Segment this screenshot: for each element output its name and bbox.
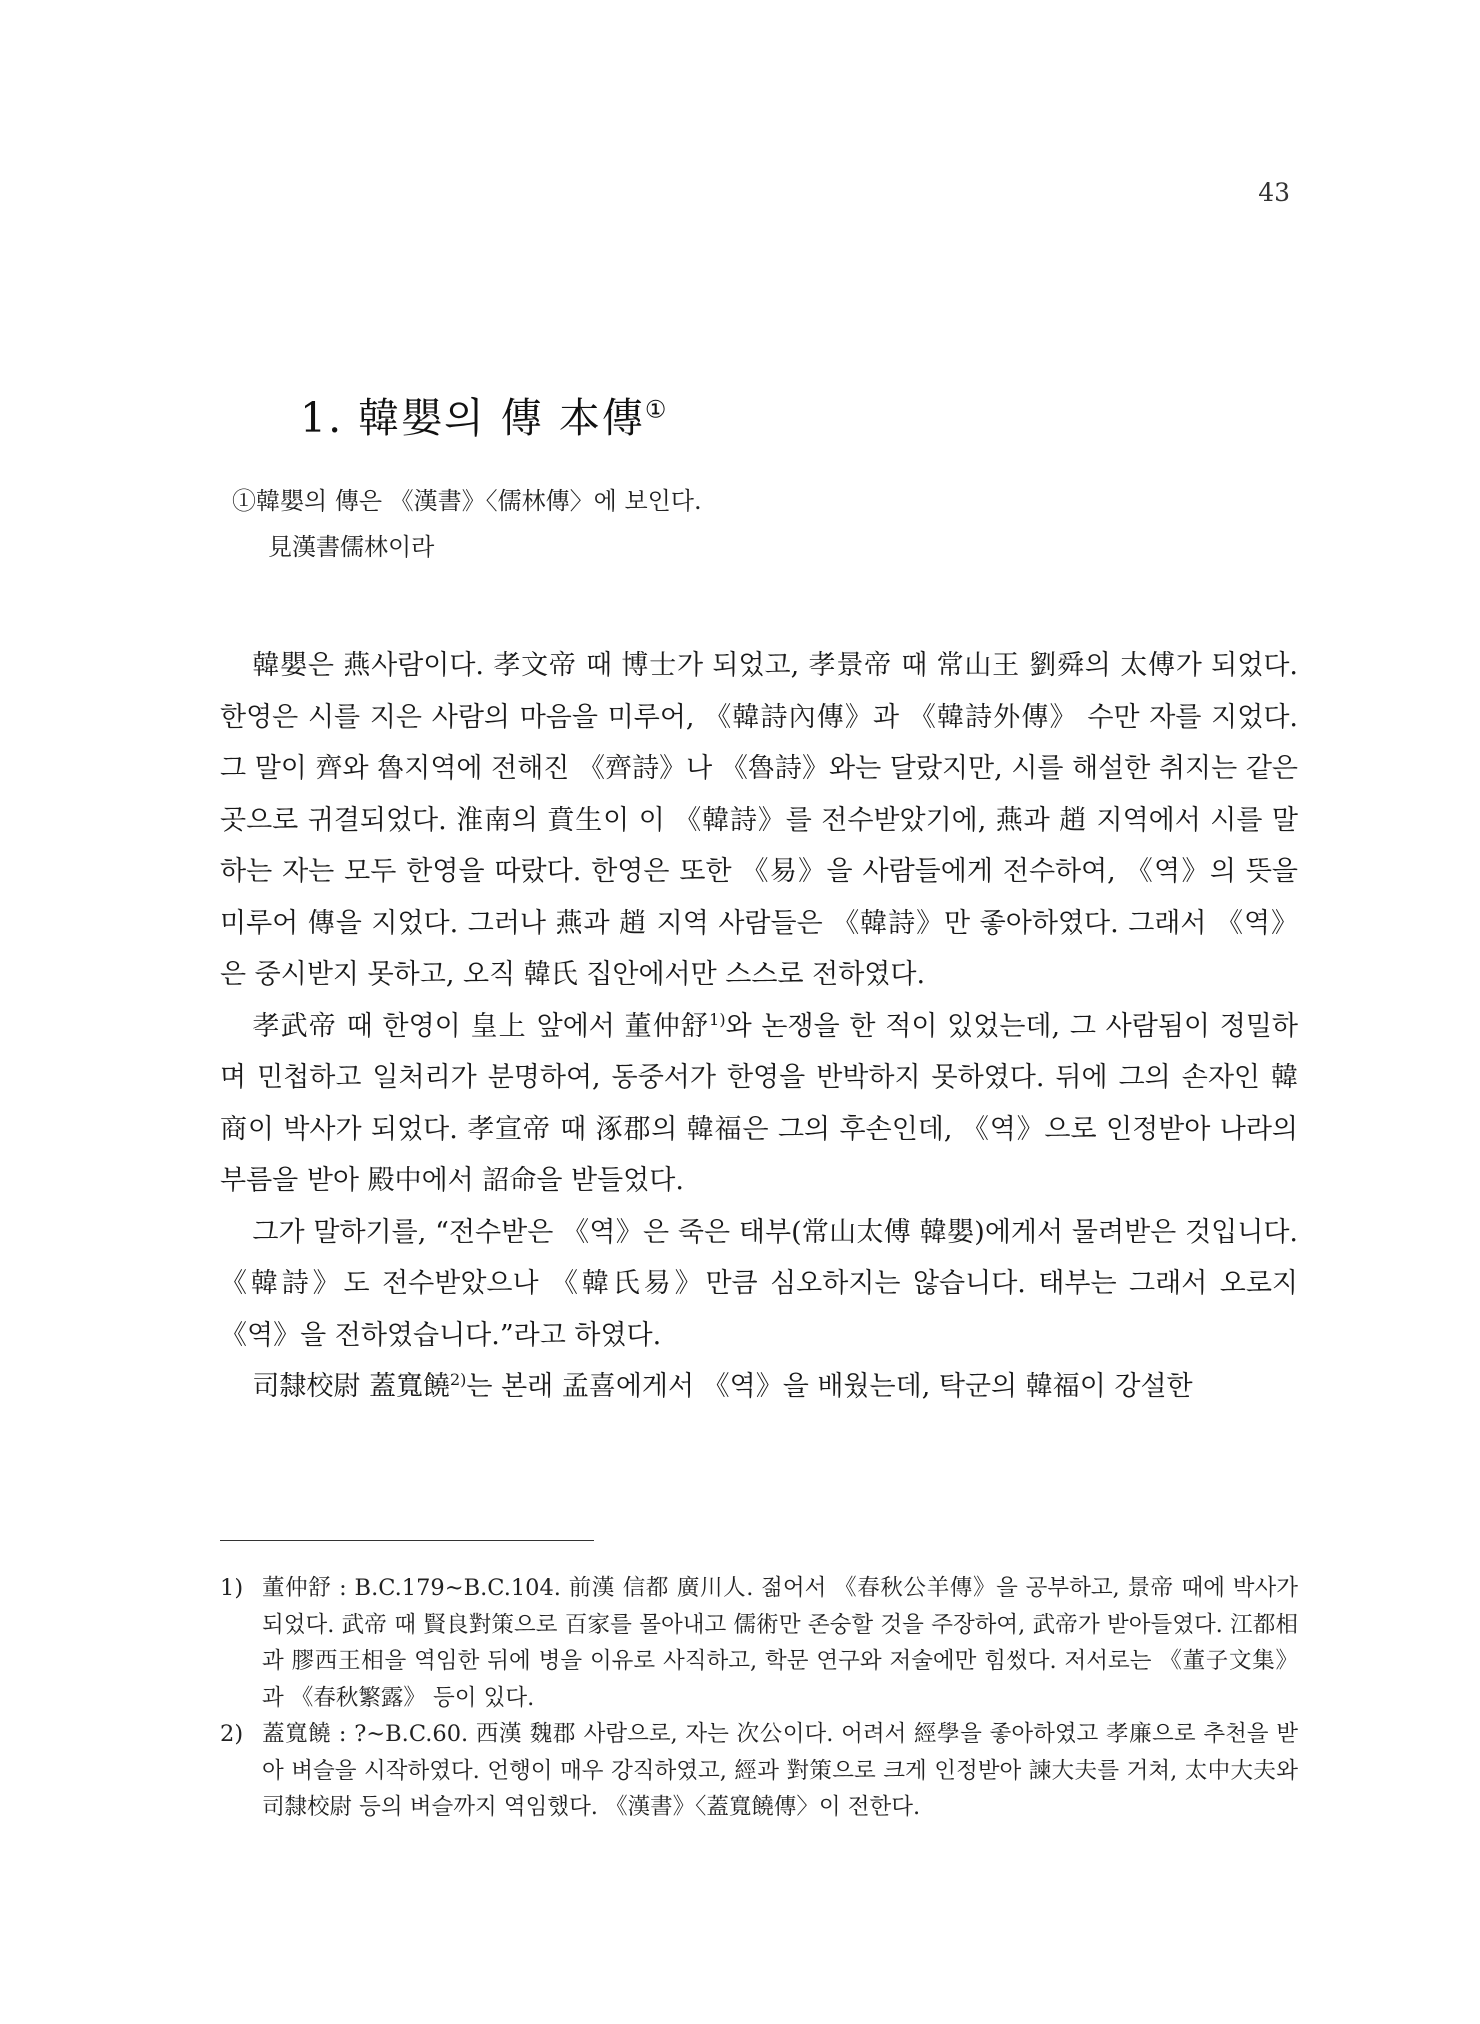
body-paragraph-4-text-a: 司隸校尉 蓋寬饒	[252, 1371, 450, 1402]
chapter-note-marker: ①	[644, 395, 669, 424]
footnote-1-text: 董仲舒 : B.C.179~B.C.104. 前漢 信都 廣川人. 젊어서 《春秋公羊傳》을 공부하고, 景帝 때에 박사가 되었다. 武帝 때 賢良對策으로 百家를 몰아내고 儒術만 존숭할 것을 주장하여, 武帝가 받아들였다. 江都相과 膠西王相을 역임한 뒤에 병을 이유로 사직하고, 학문 연구와 저술에만 힘썼다. 저서로는 《董子文集》과 《春秋繁露》 등이 있다.	[262, 1575, 1298, 1711]
body-paragraph-4-text-b: 는 본래 孟喜에게서 《역》을 배웠는데, 탁군의 韓福이 강설한	[466, 1371, 1193, 1402]
body-paragraph-2-text-a: 孝武帝 때 한영이 皇上 앞에서 董仲舒	[252, 1010, 710, 1042]
page-number: 43	[1258, 178, 1290, 207]
body-paragraph-2-text-b: 와 논쟁을 한 적이 있었는데, 그 사람됨이 정밀하며 민첩하고 일처리가 분명하여, 동중서가 한영을 반박하지 못하였다. 뒤에 그의 손자인 韓商이 박사가 되었다. 孝宣帝 때 涿郡의 韓福은 그의 후손인데, 《역》으로 인정받아 나라의 부름을 받아 殿中에서 詔命을 받들었다.	[220, 1010, 1298, 1196]
footnotes	[220, 1570, 1298, 1826]
body-paragraph-4	[220, 1361, 1298, 1413]
footnote-ref-2: 2)	[449, 1370, 467, 1389]
source-note-line-2: 見漢書儒林이라	[268, 533, 435, 561]
footnote-1	[220, 1570, 1298, 1716]
source-note-line-1: ①韓嬰의 傳은 《漢書》〈儒林傳〉에 보인다.	[232, 487, 702, 515]
body-text	[220, 640, 1298, 1413]
body-paragraph-2	[220, 1001, 1298, 1207]
footnote-ref-1: 1)	[709, 1009, 726, 1029]
footnote-divider	[220, 1540, 594, 1541]
body-paragraph-1: 韓嬰은 燕사람이다. 孝文帝 때 博士가 되었고, 孝景帝 때 常山王 劉舜의 太傅가 되었다. 한영은 시를 지은 사람의 마음을 미루어, 《韓詩內傳》과 《韓詩外傳》 수만 자를 지었다. 그 말이 齊와 魯지역에 전해진 《齊詩》나 《魯詩》와는 달랐지만, 시를 해설한 취지는 같은 곳으로 귀결되었다. 淮南의 賁生이 이 《韓詩》를 전수받았기에, 燕과 趙 지역에서 시를 말하는 자는 모두 한영을 따랐다. 한영은 또한 《易》을 사람들에게 전수하여, 《역》의 뜻을 미루어 傳을 지었다. 그러나 燕과 趙 지역 사람들은 《韓詩》만 좋아하였다. 그래서 《역》은 중시받지 못하고, 오직 韓氏 집안에서만 스스로 전하였다.	[220, 650, 1298, 990]
body-paragraph-3: 그가 말하기를, “전수받은 《역》은 죽은 태부(常山太傅 韓嬰)에게서 물려받은 것입니다. 《韓詩》도 전수받았으나 《韓氏易》만큼 심오하지는 않습니다. 태부는 그래서 오로지 《역》을 전하였습니다.”라고 하였다.	[220, 1216, 1298, 1351]
footnote-2-text: 蓋寬饒 : ?~B.C.60. 西漢 魏郡 사람으로, 자는 次公이다. 어려서 經學을 좋아하였고 孝廉으로 추천을 받아 벼슬을 시작하였다. 언행이 매우 강직하였고, 經과 對策으로 크게 인정받아 諫大夫를 거쳐, 太中大夫와 司隸校尉 등의 벼슬까지 역임했다. 《漢書》〈蓋寬饒傳〉이 전한다.	[262, 1721, 1298, 1820]
chapter-number: 1.	[300, 394, 344, 442]
footnote-2-marker: 2)	[220, 1721, 244, 1747]
chapter-title-text: 韓嬰의 傳 本傳	[358, 394, 645, 442]
chapter-title	[300, 385, 668, 444]
footnote-1-marker: 1)	[220, 1575, 244, 1601]
source-note	[232, 478, 702, 570]
footnote-2	[220, 1716, 1298, 1826]
